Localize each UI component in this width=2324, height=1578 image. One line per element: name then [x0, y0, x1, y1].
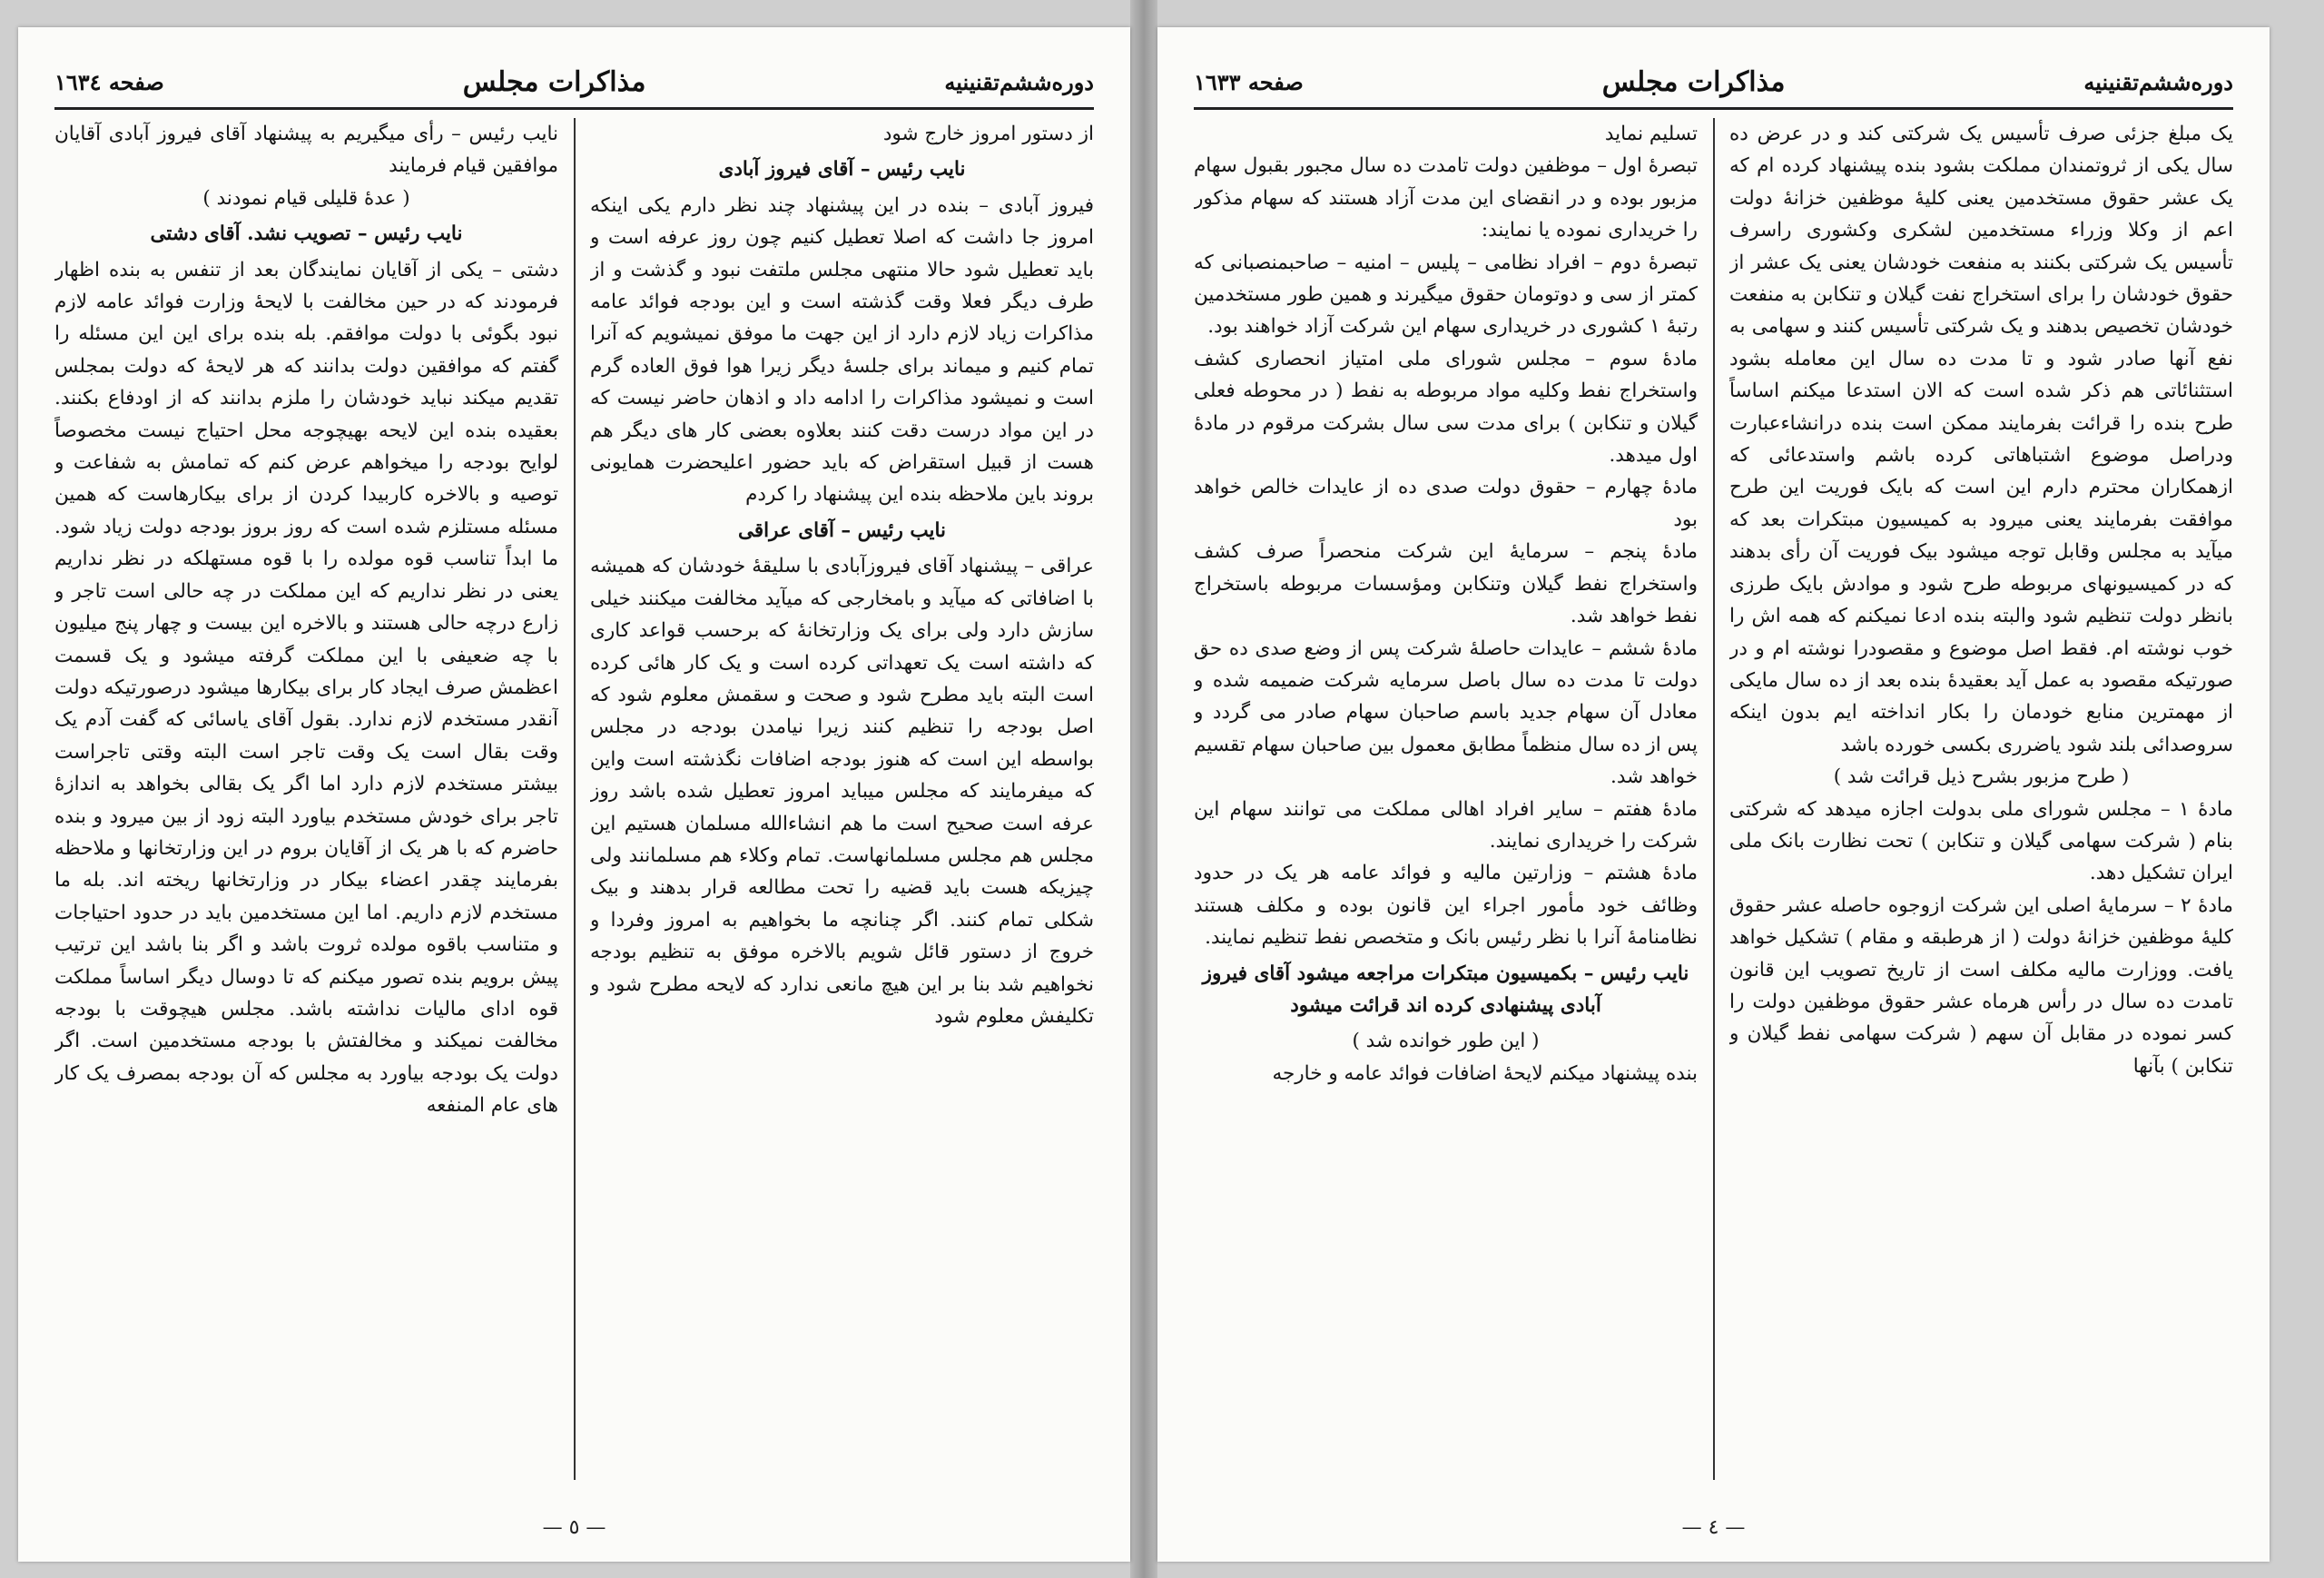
left-page: [18, 27, 1130, 1562]
left-page-title: مذاکرات مجلس: [462, 65, 646, 98]
parenthetical-note: ( عدهٔ قلیلی قیام نمودند ): [202, 186, 410, 210]
note-paragraph: تبصرهٔ دوم – افراد نظامی – پلیس – امنیه – صاحبمنصبانی که کمتر از سی و دوتومان حقوق میگیرند و همین طور مستخدمین رتبهٔ ۱ کشوری در خریداری سهام این شرکت آزاد خواهند بود.: [1194, 251, 1698, 339]
parenthetical-note: ( طرح مزبور بشرح ذیل قرائت شد ): [1833, 765, 2130, 789]
paragraph: یک مبلغ جزئی صرف تأسیس یک شرکتی کند و در عرض ده سال یکی از ثروتمندان مملکت بشود بنده پیشنهاد کرده ام که یک عشر حقوق مستخدمین یعنی کلیهٔ موظفین خزانهٔ دولت اعم از وکلا وزراء مستخدمین لشکری وکشوری راسرف تأسیس یک شرکتی بکنند به منفعت خودشان یعنی یک عشر از حقوق خودشان را برای استخراج نفت گیلان و تنکابن به منفعت خودشان تخصیص بدهند و یک شرکتی تأسیس کنند و سهامی به نفع آنها صادر شود و تا مدت ده سال این معامله بشود استثنائاتی هم ذکر شده است که الان استدعا میکنم اساساً طرح بنده را قرائت بفرمایند ممکن است بنده درانشاءعبارت ودراصل موضوع اشتباهاتی کرده باشم واستدعائی که ازهمکاران محترم دارم این است که بایک فوریت این طرح موافقت بفرمایند یعنی میرود به کمیسیون مبتکرات بعد که میآید به مجلس وقابل توجه میشود بیک فوریت آن رأی بدهند که در کمیسیونهای مربوطه طرح شود و موادش بایک طرزی بانظر دولت تنظیم شود والبته بنده ادعا نمیکنم که همه اش را خوب نوشته ام. فقط اصل موضوع و مقصودرا نوشته ام و در صورتیکه مقصود به عمل آید بعقیدهٔ بنده بعد از ده سال مایکی از مهمترین منابع خودمان را بکار انداخته ایم بدون اینکه سروصدائی بلند شود یاضرری بکسی خورده باشد: [1729, 123, 2233, 756]
parenthetical-note: ( این طور خوانده شد ): [1352, 1030, 1540, 1053]
right-page: [1157, 27, 2270, 1562]
article-paragraph: مادهٔ چهارم – حقوق دولت صدی ده از عایدات خالص خواهد بود: [1194, 476, 1698, 531]
paragraph: تسلیم نماید: [1604, 123, 1698, 145]
right-page-right-column: [1729, 118, 2233, 1498]
paragraph: نایب رئیس – رأی میگیریم به پیشنهاد آقای فیروز آبادی آقایان موافقین قیام فرمایند: [54, 123, 558, 178]
article-paragraph: مادهٔ هفتم – سایر افراد اهالی مملکت می توانند سهام این شرکت را خریداری نمایند.: [1194, 797, 1698, 853]
left-page-session: دوره‌ششم‌تقنینیه: [944, 68, 1094, 95]
header-rule: [1194, 107, 2233, 110]
note-paragraph: تبصرهٔ اول – موظفین دولت تامدت ده سال مجبور بقبول سهام مزبور بوده و در انقضای این مدت آزاد هستند که سهام مذکور را خریداری نموده یا نمایند:: [1194, 154, 1698, 242]
header-rule: [54, 107, 1094, 110]
right-page-header: [1194, 59, 2233, 104]
speaker-heading: نایب رئیس – تصویب نشد. آقای دشتی: [150, 222, 463, 246]
article-paragraph: مادهٔ ششم – عایدات حاصلهٔ شرکت پس از وضع صدی ده حق دولت تا مدت ده سال باصل سرمایه شرکت ضمیمه شده و معادل آن سهام جدید باسم صاحبان سهام صادر می گردد و پس از ده سال منظماً مطابق معمول بین صاحبان سهام تقسیم خواهد شد.: [1194, 636, 1698, 789]
paragraph: دشتی – یکی از آقایان نمایندگان بعد از تنفس به بنده اظهار فرمودند که در حین مخالفت با لایحهٔ وزارت فوائد عامه لازم نبود بگوئی با دولت موافقم. بله بنده برای این این مسئله را گفتم که موافقین دولت بدانند که هر لایحهٔ که دولت بمجلس تقدیم میکند نباید خودشان را ملزم بدانند که از اودفاع بکنند. بعقیده بنده این لایحه بهیچوجه محل احتیاج نیست مخصوصاً لوایح بودجه را میخواهم عرض کنم که تمامش به شفاعت و توصیه و بالاخره کاربیدا کردن از برای بیکارهاست که همین مسئله مستلزم شده است که روز بروز بودجه دولت زیاد شود. ما ابداً تناسب قوه مولده را با قوه مستهلکه در نظر نداریم یعنی در نظر نداریم که این مملکت در چه حالی است تاجر و زارع درچه حالی هستند و بالاخره این بیست و چهار پنج میلیون با چه ضعیفی با این مملکت گرفته میشود و یک قسمت اعظمش صرف ایجاد کار برای بیکارها میشود درصورتیکه دولت آنقدر مستخدم لازم ندارد. بقول آقای یاسائی که گفت آدم یک وقت بقال است یک وقت تاجر است البته وقتی تاجراست بیشتر مستخدم لازم دارد اما اگر یک بقالی بخواهد به اندازهٔ تاجر برای خودش مستخدم بیاورد البته زود از بین میرود و بنده حاضرم که با هر یک از آقایان بروم در این وزارتخانها و ملاحظه بفرمایند چقدر اعضاء بیکار در وزارتخانها ریخته اند. بله ما مستخدم لازم داریم. اما این مستخدمین باید در حدود احتیاجات و متناسب باقوه مولده ثروت باشد و اگر بنا باشد این ترتیب پیش برویم بنده تصور میکنم که تا دوسال دیگر اساساً مملکت قوه ادای مالیات نداشته باشد. مجلس هیچوقت با بودجه مخالفت نمیکند و مخالفتش با بودجه مستخدمین است. اگر دولت یک بودجه بیاورد به مجلس که آن بودجه بمصرف یک کار های عام المنفعه: [54, 258, 558, 1118]
right-page-title: مذاکرات مجلس: [1601, 65, 1786, 98]
left-page-right-column: [590, 118, 1094, 1498]
paragraph: فیروز آبادی – بنده در این پیشنهاد چند نظر دارم یکی اینکه امروز جا داشت که اصلا تعطیل کنیم چون روز عرفه است و باید تعطیل شود حالا منتهی مجلس ملتفت نبود و گذشت و از طرف دیگر فعلا وقت گذشته است و این بودجه فوائد عامه مذاکرات زیاد لازم دارد از این جهت ما موفق نمیشویم که آنرا تمام کنیم و میماند برای جلسهٔ دیگر زیرا هوا فوق العاده گرم است و نمیشود مذاکرات را ادامه داد و اذهان حاضر نیست که در این مواد درست دقت کنند بعلاوه بعضی کار های دیگر هم هست از قبیل استقراض که باید حضور اعلیحضرت همایونی بروند باین ملاحظه بنده این پیشنهاد را کردم: [590, 193, 1094, 507]
book-gutter: [1130, 0, 1157, 1578]
paragraph: عراقی – پیشنهاد آقای فیروزآبادی با سلیقهٔ خودشان که همیشه با اضافاتی که میآید و بامخارجی که میآید مخالفت میکنند خیلی سازش دارد ولی برای یک وزارتخانهٔ که برحسب قواعد کاری که داشته است یک تعهداتی کرده است و یک کار هائی کرده است البته باید مطرح شود و صحت و سقمش معلوم شود که اصل بودجه را تنظیم کنند زیرا نیامدن بودجه در مجلس بواسطه این است که هنوز بودجه اضافات نگذشته است واین که میفرمایند که مجلس میباید امروز تعطیل شده باشد روز عرفه است صحیح است ما هم انشاءالله مسلمان هستیم این مجلس هم مجلس مسلمانهاست. تمام وکلاء هم مسلمانند ولی چیزیکه هست باید قضیه را تحت مطالعه قرار بدهند و بیک شکلی تمام کنند. اگر چنانچه ما بخواهیم به امروز وفردا و خروج از دستور قائل شویم بالاخره موفق به تنظیم بودجه نخواهیم شد بنا بر این هیچ مانعی ندارد که لایحه مطرح شود و تکلیفش معلوم شود: [590, 555, 1094, 1028]
right-page-session: دوره‌ششم‌تقنینیه: [2083, 68, 2233, 95]
article-paragraph: مادهٔ ۲ – سرمایهٔ اصلی این شرکت ازوجوه حاصله عشر حقوق کلیهٔ موظفین خزانهٔ دولت ( از هرطبقه و مقام ) تشکیل خواهد یافت. ووزارت مالیه مکلف است از تاریخ تصویب این قانون تامدت ده سال در رأس هرماه عشر حقوق موظفین دولت را کسر نموده در مقابل آن سهم ( شرکت سهامی نفط گیلان و تنکابن ) بآنها: [1729, 893, 2233, 1078]
left-page-header: [54, 59, 1094, 104]
speaker-heading: نایب رئیس – آقای فیروز آبادی: [718, 158, 966, 182]
right-page-footer: — ٤ —: [1681, 1516, 1746, 1539]
column-divider: [574, 118, 576, 1480]
left-page-footer: — ٥ —: [542, 1516, 606, 1539]
speaker-heading: نایب رئیس – آقای عراقی: [737, 518, 947, 542]
right-page-number: صفحه ۱٦۳۳: [1194, 68, 1304, 95]
article-paragraph: مادهٔ هشتم – وزارتین مالیه و فوائد عامه هر یک در حدود وظائف خود مأمور اجراء این قانون بوده و مکلف هستند نظامنامهٔ آنرا با نظر رئیس بانک و متخصص نفط تنظیم نمایند.: [1194, 862, 1698, 950]
paragraph: بنده پیشنهاد میکنم لایحهٔ اضافات فوائد عامه و خارجه: [1272, 1061, 1698, 1085]
left-page-left-column: [54, 118, 558, 1498]
right-page-left-column: [1194, 118, 1698, 1498]
article-paragraph: مادهٔ سوم – مجلس شورای ملی امتیاز انحصاری کشف واستخراج نفط وکلیه مواد مربوطه به نفط ( در محوطه فعلی گیلان و تنکابن ) برای مدت سی سال بشرکت مرقوم در مادهٔ اول میدهد.: [1194, 347, 1698, 468]
article-paragraph: مادهٔ پنجم – سرمایهٔ این شرکت منحصراً صرف کشف واستخراج نفط گیلان وتنکابن ومؤسسات مربوطه باستخراج نفط خواهد شد.: [1194, 540, 1698, 628]
paragraph: از دستور امروز خارج شود: [882, 123, 1094, 145]
speaker-paragraph: نایب رئیس – بکمیسیون مبتکرات مراجعه میشود آقای فیروز آبادی پیشنهادی کرده اند قرائت میشود: [1202, 962, 1689, 1017]
left-page-number: صفحه ۱٦۳٤: [54, 68, 164, 95]
article-paragraph: مادهٔ ۱ – مجلس شورای ملی بدولت اجازه میدهد که شرکتی بنام ( شرکت سهامی گیلان و تنکابن ) تحت نظارت بانک ملی ایران تشکیل دهد.: [1729, 797, 2233, 885]
column-divider: [1713, 118, 1715, 1480]
